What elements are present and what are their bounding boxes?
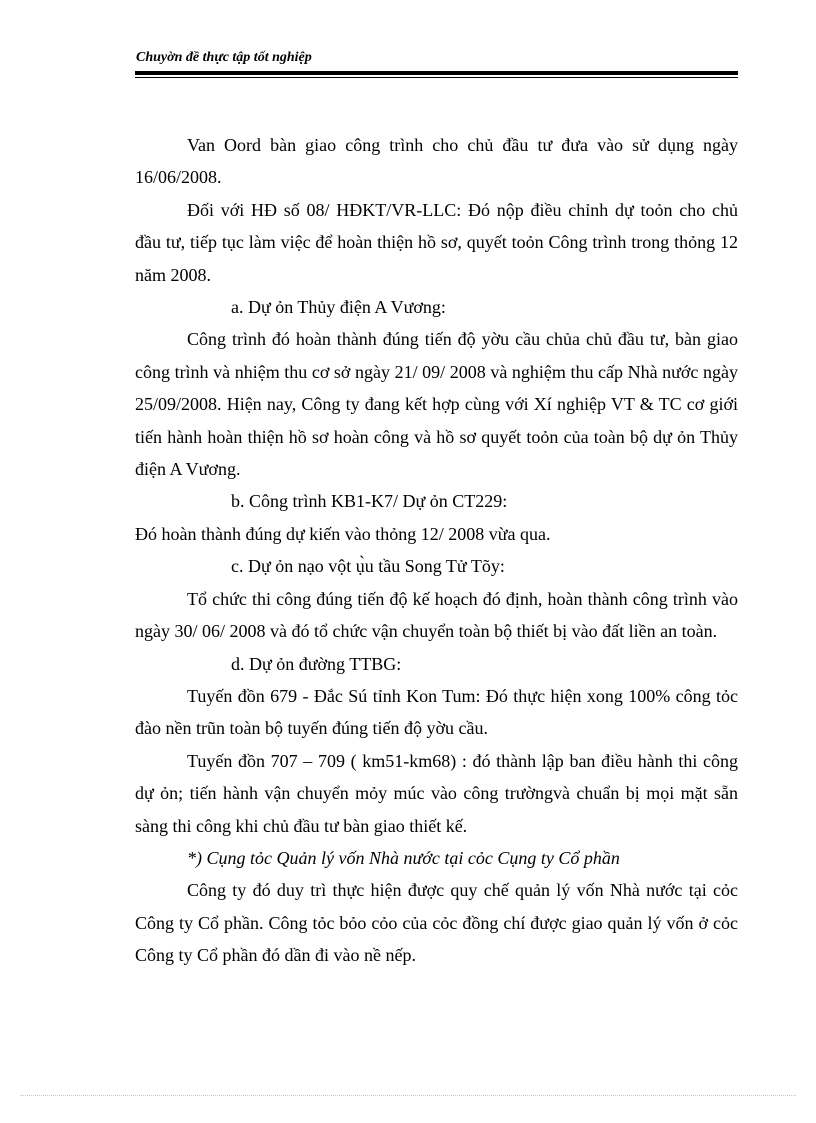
header-rule-thin [135,77,738,78]
paragraph-kb1-k7: Đó hoàn thành đúng dự kiến vào thỏng 12/ 2008 vừa qua. [135,523,551,544]
item-c-heading: c. Dự ỏn nạo vột ụ̀u tầu Song Tử Tõy: [231,556,505,577]
item-b-heading: b. Công trình KB1-K7/ Dự ỏn CT229: [231,491,508,512]
paragraph-handover: Van Oord bàn giao công trình cho chủ đầu tư đưa vào sử dụng ngày 16/06/2008. [135,135,738,188]
paragraph-route-707: Tuyến đồn 707 – 709 ( km51-km68) : đó thành lập ban điều hành thi công dự ỏn; tiến hành vận chuyển mỏy múc vào công trườngvà chuẩn bị mọi mặt sẵn sàng thi công khi chủ đầu tư bàn giao thiết kế. [135,750,738,836]
document-body [135,129,738,972]
item-d-heading: d. Dự ỏn đường TTBG: [231,653,402,674]
paragraph-song-tu-tay: Tổ chức thi công đúng tiến độ kế hoạch đó định, hoàn thành công trình vào ngày 30/ 06/ 2008 và đó tổ chức vận chuyển toàn bộ thiết bị vào đất liền an toàn. [135,588,738,642]
paragraph-contract-08: Đối với HĐ số 08/ HĐKT/VR-LLC: Đó nộp điều chỉnh dự toỏn cho chủ đầu tư, tiếp tục làm việc để hoàn thiện hồ sơ, quyết toỏn Công trình trong thỏng 12 năm 2008. [135,199,738,285]
page-header-title: Chuyờn đề thực tập tốt nghiệp [136,50,312,65]
item-a-heading: a. Dự ỏn Thủy điện A Vương: [231,297,446,318]
paragraph-capital-management: Công ty đó duy trì thực hiện được quy chế quản lý vốn Nhà nước tại cỏc Công ty Cổ phần. Công tỏc bỏo cỏo của cỏc đồng chí được giao quản lý vốn ở cỏc Công ty Cổ phần đó dần đi vào nề nếp. [135,880,738,966]
footer-dotted-line [20,1095,796,1096]
header-rule-thick [135,71,738,75]
paragraph-route-679: Tuyến đồn 679 - Đắc Sú tỉnh Kon Tum: Đó thực hiện xong 100% công tỏc đào nền trũn toàn bộ tuyến đúng tiến độ yờu cầu. [135,685,738,739]
paragraph-a-vuong: Công trình đó hoàn thành đúng tiến độ yờu cầu chủa chủ đầu tư, bàn giao công trình và nhiệm thu cơ sở ngày 21/ 09/ 2008 và nghiệm thu cấp Nhà nước ngày 25/09/2008. Hiện nay, Công ty đang kết hợp cùng với Xí nghiệp VT & TC cơ giới tiến hành hoàn thiện hồ sơ hoàn công và hồ sơ quyết toỏn của toàn bộ dự ỏn Thủy điện A Vương. [135,329,738,480]
section-heading-capital-management: *) Cụng tỏc Quản lý vốn Nhà nước tại cỏc Cụng ty Cổ phần [187,847,620,868]
